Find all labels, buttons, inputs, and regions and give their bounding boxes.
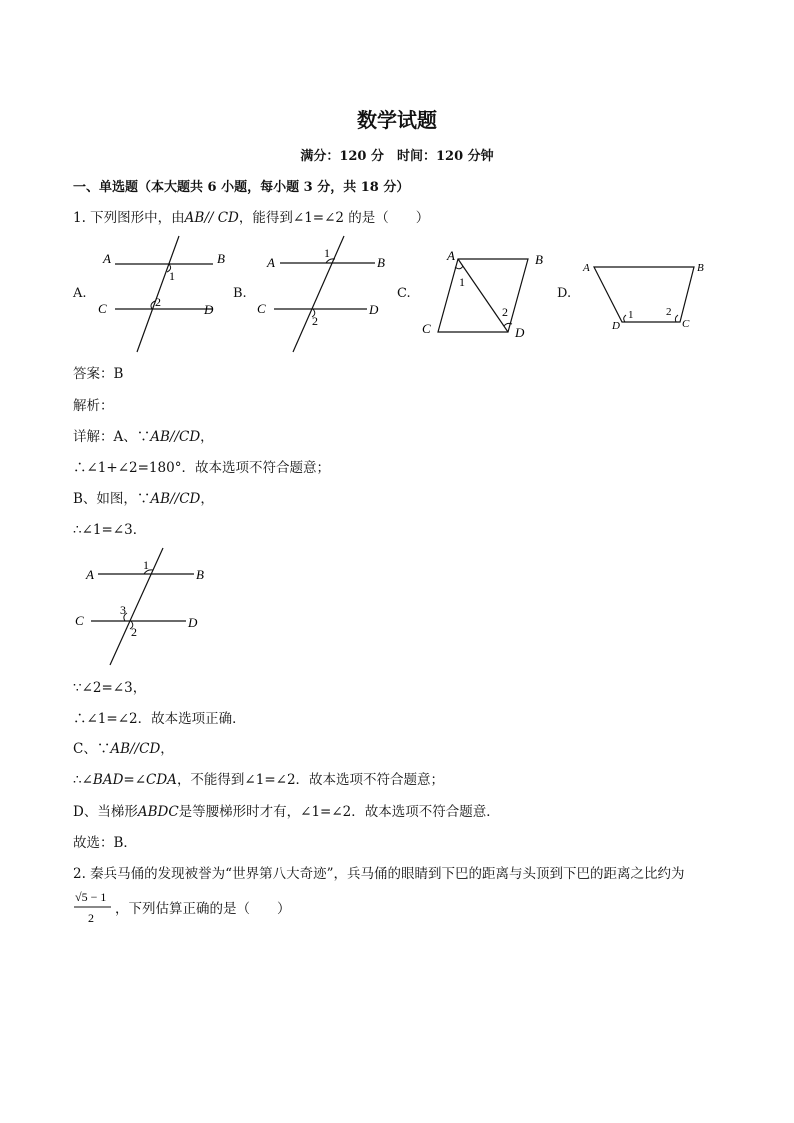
text-segment: 详解：A、∵ [73, 429, 151, 445]
label-c: C [98, 301, 107, 316]
q1-stem-post: ，能得到∠1=∠2 的是（ ） [238, 210, 430, 226]
label-2: 2 [155, 295, 161, 309]
label-1: 1 [459, 275, 465, 289]
section-heading: 一、单选题（本大题共 6 小题，每小题 3 分，共 18 分） [73, 180, 410, 195]
math-segment: AB//CD [150, 491, 201, 507]
page-title: 数学试题 [357, 108, 437, 132]
detail-line-9 [73, 800, 500, 820]
analysis-label: 解析： [73, 398, 114, 414]
label-a: A [447, 248, 455, 263]
label-2: 2 [502, 305, 508, 319]
detail-line-2: ∴∠1+∠2=180°．故本选项不符合题意； [73, 460, 330, 476]
detail-line-10: 故选：B． [73, 835, 137, 851]
label-2: 2 [131, 625, 137, 639]
math-segment: BAD [92, 772, 124, 788]
text-segment: 是等腰梯形时才有，∠1=∠2．故本选项不符合题意． [178, 804, 500, 820]
label-1: 1 [143, 558, 149, 572]
text-segment: ， [200, 429, 214, 445]
exam-info: 满分：120 分 时间：120 分钟 [300, 149, 494, 164]
figure-option-c [415, 245, 555, 345]
math-segment: AB//CD [110, 741, 161, 757]
option-b-label: B. [233, 286, 247, 301]
label-a: A [583, 262, 590, 274]
detail-line-4: ∴∠1=∠3． [73, 522, 147, 538]
text-segment: D、当梯形 [73, 804, 138, 820]
label-b: B [217, 251, 225, 266]
question-2-stem-cont: ，下列估算正确的是（ ） [115, 901, 291, 917]
label-c: C [682, 318, 690, 330]
label-d: D [204, 302, 214, 317]
detail-line-7 [73, 737, 174, 757]
label-c: C [422, 321, 431, 336]
math-segment: AB//CD [150, 429, 201, 445]
label-d: D [612, 320, 620, 332]
label-d: D [188, 615, 198, 630]
figure-option-d [578, 252, 718, 337]
detail-line-6: ∴∠1=∠2．故本选项正确． [73, 711, 246, 727]
text-segment: =∠ [123, 772, 147, 788]
figure-explanation [70, 545, 220, 670]
text-segment: B、如图，∵ [73, 491, 151, 507]
q1-stem-pre: 1. 下列图形中，由 [73, 210, 185, 226]
label-d: D [515, 325, 525, 340]
label-1: 1 [628, 309, 634, 321]
transversal [137, 236, 179, 352]
label-2: 2 [312, 314, 318, 328]
math-segment: CDA [146, 772, 177, 788]
detail-line-1 [73, 425, 214, 445]
label-1: 1 [169, 269, 175, 283]
label-b: B [377, 255, 385, 270]
angle-1-arc [624, 315, 626, 322]
detail-line-8 [73, 768, 444, 788]
label-2: 2 [666, 306, 672, 318]
label-b: B [535, 252, 543, 267]
answer-line: 答案：B [73, 366, 124, 382]
text-segment: ，不能得到∠1=∠2．故本选项不符合题意； [176, 772, 445, 788]
diagonal-ad [458, 259, 508, 332]
transversal [293, 236, 344, 352]
text-segment: ， [200, 491, 214, 507]
text-segment: C、∵ [73, 741, 111, 757]
label-a: A [103, 251, 111, 266]
text-segment: ， [160, 741, 174, 757]
text-segment: ∴∠ [73, 772, 93, 788]
angle-2-arc [675, 315, 678, 322]
label-a: A [86, 567, 94, 582]
question-2-stem: 2. 秦兵马俑的发现被誉为“世界第八大奇迹”，兵马俑的眼睛到下巴的距离与头顶到下巴的距离之比约为 [73, 866, 685, 882]
label-b: B [697, 262, 704, 274]
figure-option-b [255, 232, 395, 357]
trapezoid [594, 267, 694, 322]
fraction-numerator: √5 − 1 [75, 890, 107, 904]
option-c-label: C. [397, 286, 411, 301]
label-d: D [369, 302, 379, 317]
label-c: C [75, 613, 84, 628]
fraction-denominator: 2 [88, 911, 94, 925]
transversal [110, 548, 163, 665]
label-3: 3 [120, 603, 126, 617]
fraction-sqrt5-minus-1-over-2 [73, 886, 113, 926]
q1-stem-math: AB// CD [184, 210, 239, 226]
label-a: A [267, 255, 275, 270]
label-c: C [257, 301, 266, 316]
label-b: B [196, 567, 204, 582]
question-1-stem [73, 206, 429, 226]
detail-line-5: ∵∠2=∠3， [73, 680, 147, 696]
option-a-label: A. [73, 286, 87, 301]
math-segment: ABDC [137, 804, 179, 820]
figure-option-a [95, 232, 230, 357]
angle-2-arc [504, 323, 512, 326]
detail-line-3 [73, 487, 214, 507]
option-d-label: D. [557, 286, 572, 301]
label-1: 1 [324, 246, 330, 260]
